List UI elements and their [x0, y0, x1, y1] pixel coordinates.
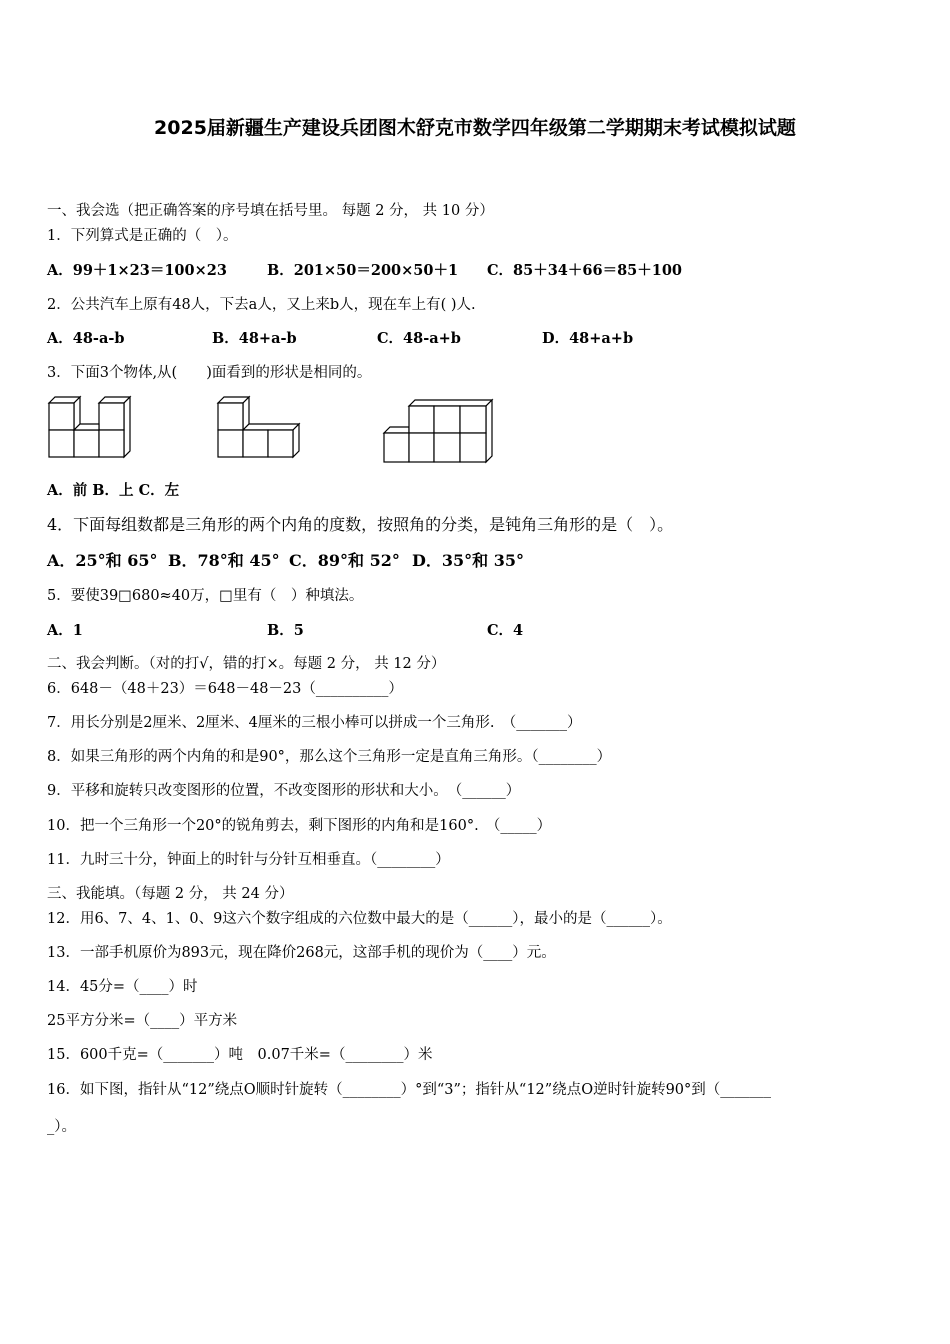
- section-2-heading: 二、我会判断。（对的打√，错的打×。每题 2 分， 共 12 分）: [47, 656, 446, 672]
- q5-option-b: B．5: [267, 622, 304, 639]
- q3-options: A．前 B．上 C．左: [47, 482, 180, 499]
- question-16: 16．如下图，指针从“12”绕点O顺时针旋转（________）°到“3”；指针从“12”绕点O逆时针旋转90°到（_______: [47, 1082, 772, 1098]
- q5-option-a: A．1: [47, 622, 83, 639]
- question-15: 15．600千克=（_______）吨 0.07千米=（________）米: [47, 1047, 433, 1063]
- question-14b: 25平方分米=（____）平方米: [47, 1013, 238, 1029]
- question-11: 11．九时三十分，钟面上的时针与分针互相垂直。（________）: [47, 852, 450, 868]
- cube-figure-2: [213, 394, 309, 464]
- question-9: 9．平移和旋转只改变图形的位置，不改变图形的形状和大小。 （______）: [47, 783, 521, 799]
- question-4: 4．下面每组数都是三角形的两个内角的度数，按照角的分类，是钝角三角形的是（ ）。: [47, 515, 674, 534]
- question-1: 1．下列算式是正确的（ ）。: [47, 228, 238, 244]
- q4-option-c: C．89°和 52°: [289, 551, 400, 570]
- q2-option-b: B．48+a-b: [212, 330, 297, 347]
- q1-option-c: C．85＋34＋66＝85＋100: [487, 262, 683, 279]
- question-16-continued: _）。: [47, 1119, 76, 1135]
- q2-option-c: C．48-a+b: [377, 330, 461, 347]
- question-8: 8．如果三角形的两个内角的和是90°，那么这个三角形一定是直角三角形。（________）: [47, 749, 612, 765]
- question-7: 7．用长分别是2厘米、2厘米、4厘米的三根小棒可以拼成一个三角形. （_______）: [47, 715, 582, 731]
- q1-option-b: B．201×50＝200×50＋1: [267, 262, 459, 279]
- q4-option-d: D．35°和 35°: [412, 551, 524, 570]
- page-title: 2025届新疆生产建设兵团图木舒克市数学四年级第二学期期末考试模拟试题: [154, 117, 796, 139]
- question-5: 5．要使39□680≈40万，□里有（ ）种填法。: [47, 588, 364, 604]
- cube-figure-3: [380, 394, 500, 466]
- question-6: 6．648－（48＋23）＝648－48－23（__________）: [47, 681, 403, 697]
- question-12: 12．用6、7、4、1、0、9这六个数字组成的六位数中最大的是（______），最小的是（______）。: [47, 911, 672, 927]
- question-13: 13．一部手机原价为893元，现在降价268元，这部手机的现价为（____）元。: [47, 945, 556, 961]
- cube-figure-1: [44, 394, 140, 464]
- q2-option-d: D．48+a+b: [542, 330, 634, 347]
- question-2: 2．公共汽车上原有48人，下去a人，又上来b人，现在车上有( )人.: [47, 297, 476, 313]
- question-3: 3．下面3个物体,从( )面看到的形状是相同的。: [47, 365, 372, 381]
- section-1-heading: 一、我会选（把正确答案的序号填在括号里。 每题 2 分， 共 10 分）: [47, 203, 494, 219]
- q4-option-b: B．78°和 45°: [168, 551, 280, 570]
- q1-option-a: A．99＋1×23＝100×23: [47, 262, 227, 279]
- question-10: 10．把一个三角形一个20°的锐角剪去，剩下图形的内角和是160°. （_____）: [47, 818, 552, 834]
- q2-option-a: A．48-a-b: [47, 330, 125, 347]
- q4-option-a: A．25°和 65°: [47, 551, 158, 570]
- section-3-heading: 三、我能填。（每题 2 分， 共 24 分）: [47, 886, 294, 902]
- q5-option-c: C．4: [487, 622, 524, 639]
- question-14a: 14．45分=（____）时: [47, 979, 198, 995]
